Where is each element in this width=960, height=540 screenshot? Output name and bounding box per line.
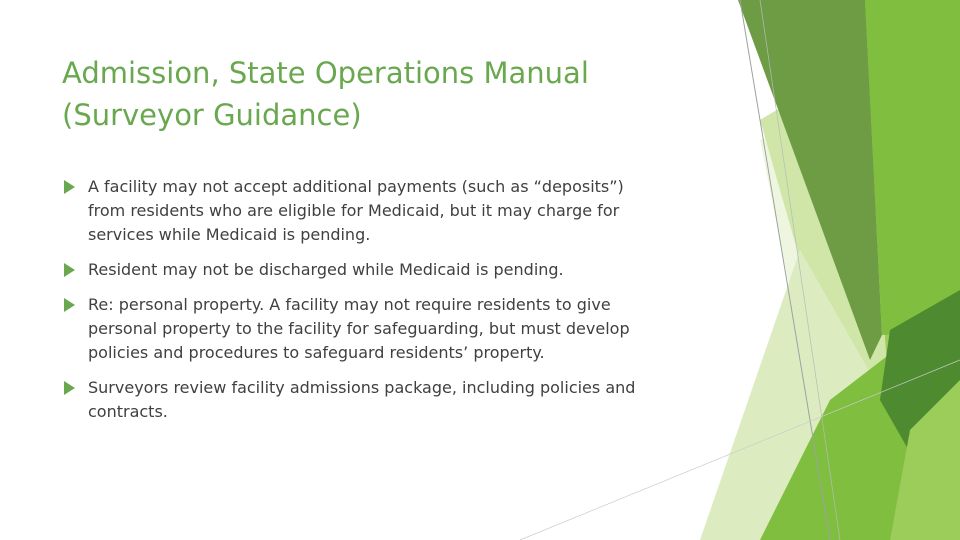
arrow-bullet-icon [62,180,76,194]
arrow-bullet-icon [62,263,76,277]
slide-title [62,52,702,136]
bullet-line: services while Medicaid is pending. [88,225,371,244]
bullet-line: from residents who are eligible for Medicaid, but it may charge for [88,201,620,220]
bullet-line: personal property to the facility for safeguarding, but must develop [88,319,630,338]
bullet-item-discharge [62,258,702,282]
bullet-line: Resident may not be discharged while Medicaid is pending. [88,260,564,279]
title-line-1: Admission, State Operations Manual [62,56,589,90]
bullet-line: policies and procedures to safeguard residents’ property. [88,343,545,362]
bullet-list [62,175,702,435]
bullet-line: contracts. [88,402,168,421]
arrow-bullet-icon [62,298,76,312]
bullet-item-property [62,293,702,365]
bullet-item-surveyors [62,376,702,424]
bullet-line: A facility may not accept additional payments (such as “deposits”) [88,177,624,196]
title-line-2: (Surveyor Guidance) [62,98,362,132]
bullet-line: Re: personal property. A facility may not require residents to give [88,295,611,314]
arrow-bullet-icon [62,381,76,395]
bullet-line: Surveyors review facility admissions package, including policies and [88,378,636,397]
bullet-item-deposits [62,175,702,247]
